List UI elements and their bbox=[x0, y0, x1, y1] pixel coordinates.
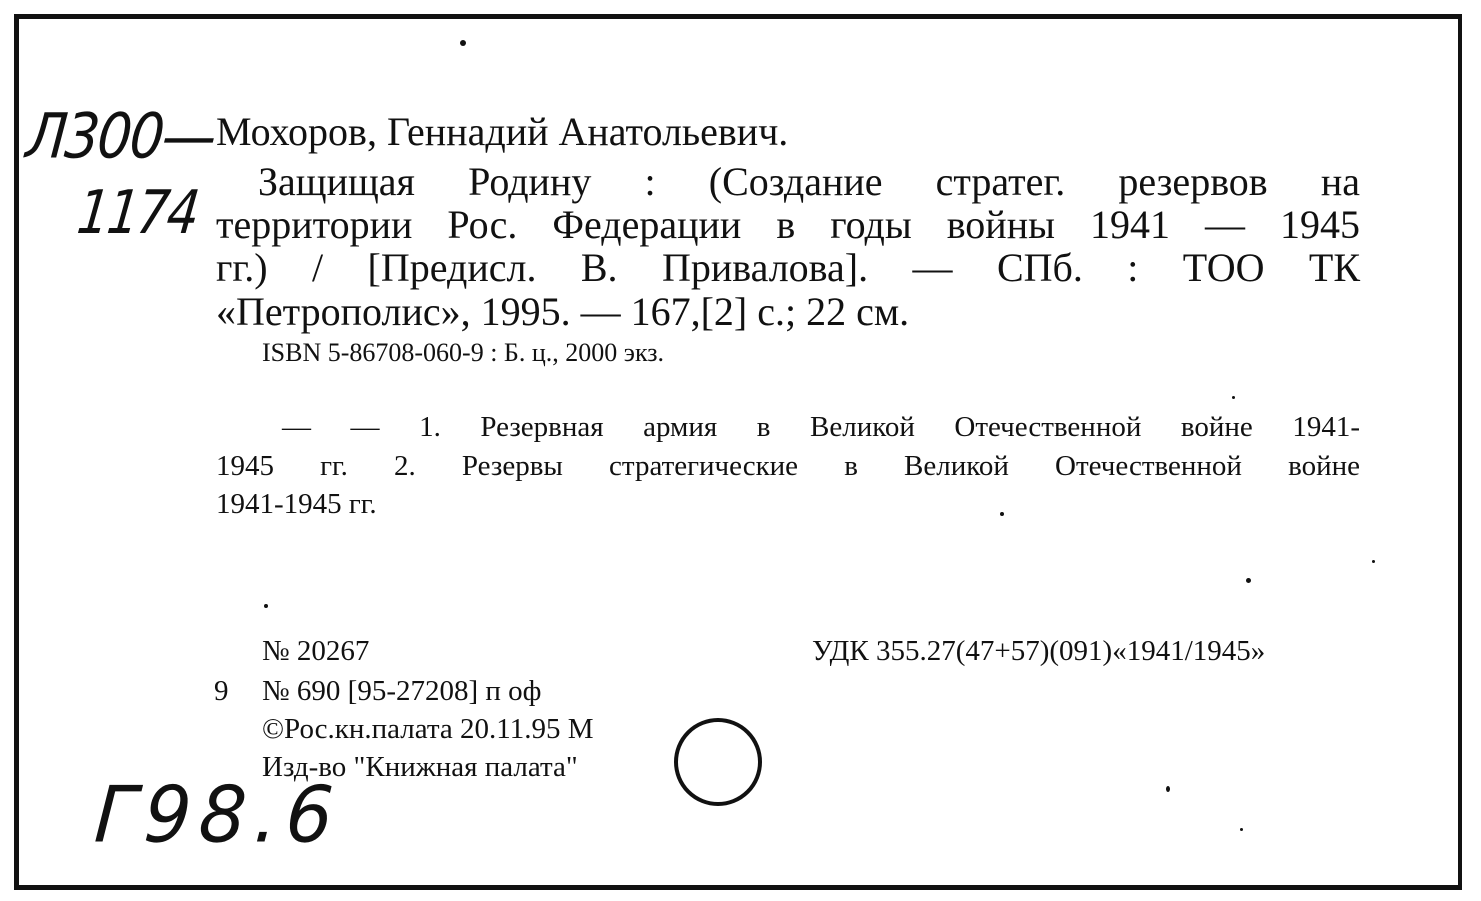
stamp-circle bbox=[674, 718, 762, 806]
title-line: Защищая Родину : (Создание стратег. резервов на bbox=[258, 159, 1360, 204]
handwritten-number: 1174 bbox=[73, 178, 202, 248]
copyright-line: ©Рос.кн.палата 20.11.95 М bbox=[262, 713, 594, 745]
speck bbox=[264, 604, 268, 608]
udc-code: УДК 355.27(47+57)(091)«1941/1945» bbox=[812, 635, 1266, 667]
speck bbox=[460, 40, 466, 46]
title-line: гг.) / [Предисл. В. Привалова]. — СПб. : ТОО ТК bbox=[216, 245, 1360, 290]
isbn-line: ISBN 5-86708-060-9 : Б. ц., 2000 экз. bbox=[262, 338, 664, 367]
subject-line: 1941-1945 гг. bbox=[216, 488, 377, 520]
speck bbox=[1246, 578, 1251, 583]
subject-line: — — 1. Резервная армия в Великой Отечественной войне 1941- bbox=[282, 411, 1360, 443]
publisher-line: Изд-во "Книжная палата" bbox=[262, 751, 578, 783]
speck bbox=[1000, 512, 1004, 516]
speck bbox=[1372, 560, 1375, 563]
subject-line: 1945 гг. 2. Резервы стратегические в Великой Отечественной войне bbox=[216, 450, 1360, 482]
speck bbox=[1166, 786, 1170, 792]
card-number: № 20267 bbox=[262, 635, 370, 667]
author-heading: Мохоров, Геннадий Анатольевич. bbox=[216, 109, 789, 154]
title-line: «Петрополис», 1995. — 167,[2] с.; 22 см. bbox=[216, 289, 910, 334]
leading-digit: 9 bbox=[214, 675, 229, 707]
speck bbox=[1240, 828, 1243, 831]
handwritten-classification: Г98.6 bbox=[91, 770, 344, 861]
title-line: территории Рос. Федерации в годы войны 1941 — 1945 bbox=[216, 202, 1360, 247]
order-number: № 690 [95-27208] п оф bbox=[262, 675, 542, 707]
handwritten-shelf-mark: Л300— bbox=[23, 100, 218, 173]
speck bbox=[1232, 396, 1235, 399]
